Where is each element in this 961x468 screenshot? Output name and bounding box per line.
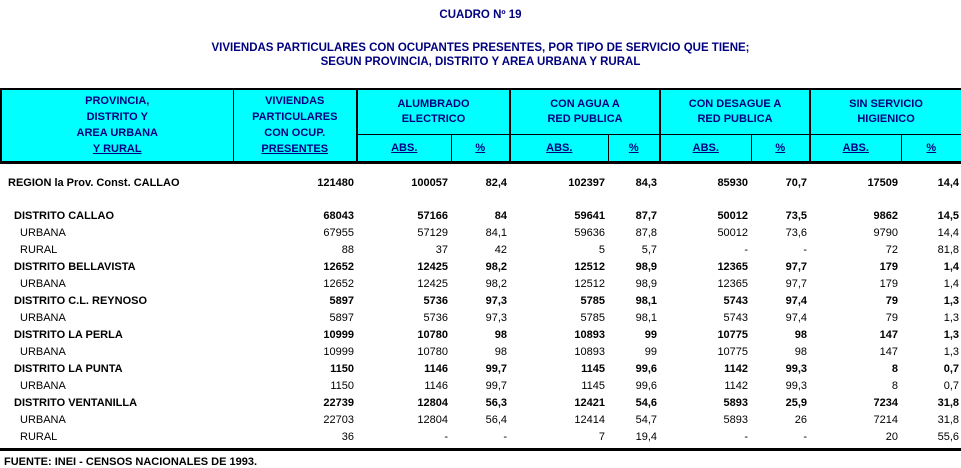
cell-value: 5785 bbox=[580, 311, 606, 324]
cell-value: 5743 bbox=[723, 311, 749, 324]
cell-value: 1146 bbox=[424, 379, 448, 392]
row-label: RURAL bbox=[20, 243, 58, 256]
cell-value: 1145 bbox=[581, 362, 606, 375]
cell-value: 84,3 bbox=[635, 176, 658, 189]
table-row bbox=[1, 428, 961, 445]
header-provincia-line: AREA URBANA bbox=[76, 127, 158, 140]
cell-value: 55,6 bbox=[937, 430, 960, 443]
row-label: URBANA bbox=[20, 311, 66, 324]
header-viviendas-line: PARTICULARES bbox=[252, 111, 338, 124]
pct-label: % bbox=[475, 141, 486, 154]
cell-value: 79 bbox=[885, 294, 899, 307]
abs-label: ABS. bbox=[391, 141, 418, 154]
header-group-agua bbox=[510, 89, 660, 134]
cell-value: 57166 bbox=[417, 209, 448, 222]
cell-value: 99,7 bbox=[485, 379, 508, 392]
header-group-line: RED PUBLICA bbox=[697, 112, 773, 125]
cell-value: 10780 bbox=[417, 328, 448, 341]
source-note: FUENTE: INEI - CENSOS NACIONALES DE 1993. bbox=[4, 456, 258, 468]
cell-value: 72 bbox=[885, 243, 899, 256]
cell-value: 7214 bbox=[873, 413, 899, 426]
cell-value: 97,4 bbox=[785, 311, 808, 324]
cell-value: 98 bbox=[494, 345, 508, 358]
cell-value: 1,3 bbox=[943, 294, 960, 307]
table-row bbox=[1, 224, 961, 241]
cell-value: 99,6 bbox=[635, 379, 658, 392]
cell-value: 1,3 bbox=[943, 345, 960, 358]
cell-value: 5893 bbox=[723, 413, 749, 426]
row-label: DISTRITO CALLAO bbox=[14, 209, 115, 222]
cell-value: 97,3 bbox=[485, 294, 508, 307]
cell-value: 5897 bbox=[329, 294, 354, 307]
cell-value: 9790 bbox=[873, 226, 899, 239]
row-label: URBANA bbox=[20, 277, 66, 290]
cell-value: 10780 bbox=[417, 345, 448, 358]
cell-value: 10775 bbox=[717, 345, 749, 358]
cell-value: 97,4 bbox=[785, 294, 808, 307]
cell-value: 99,7 bbox=[485, 362, 508, 375]
cell-value: 42 bbox=[494, 243, 508, 256]
table-row bbox=[1, 377, 961, 394]
cell-value: 5743 bbox=[723, 294, 749, 307]
table-body bbox=[1, 162, 961, 445]
cell-value: 5897 bbox=[329, 311, 354, 324]
cell-value: 50012 bbox=[717, 226, 749, 239]
cell-value: 84 bbox=[494, 209, 508, 222]
header-viviendas-line: PRESENTES bbox=[261, 143, 329, 156]
row-label: URBANA bbox=[20, 226, 66, 239]
header-provincia-line: Y RURAL bbox=[92, 143, 142, 156]
cell-value: 5736 bbox=[423, 311, 448, 324]
cell-value: 98,2 bbox=[485, 277, 508, 290]
cell-value: 20 bbox=[885, 430, 899, 443]
row-label: DISTRITO BELLAVISTA bbox=[14, 260, 136, 273]
cell-value: 12804 bbox=[417, 396, 448, 409]
cell-value: 12512 bbox=[574, 260, 606, 273]
cell-value: 14,4 bbox=[937, 226, 960, 239]
header-viviendas bbox=[233, 89, 357, 162]
table-row bbox=[1, 309, 961, 326]
cell-value: 97,3 bbox=[485, 311, 508, 324]
header-group-line: CON AGUA A bbox=[550, 97, 620, 110]
cell-value: 5785 bbox=[580, 294, 606, 307]
lead-spacer-row bbox=[1, 162, 961, 174]
row-label: DISTRITO LA PUNTA bbox=[14, 362, 123, 375]
cell-value: 12512 bbox=[574, 277, 606, 290]
cell-value: 97,7 bbox=[785, 277, 808, 290]
cell-value: - bbox=[444, 430, 448, 443]
pct-label: % bbox=[628, 141, 639, 154]
cell-value: 25,9 bbox=[785, 396, 808, 409]
table-row bbox=[1, 258, 961, 275]
cell-value: 17509 bbox=[867, 176, 899, 189]
cell-value: 99,6 bbox=[635, 362, 658, 375]
header-group-line: CON DESAGUE A bbox=[688, 97, 782, 110]
cell-value: 98,9 bbox=[635, 260, 658, 273]
cell-value: 50012 bbox=[717, 209, 749, 222]
pct-label: % bbox=[775, 141, 786, 154]
header-pct-3 bbox=[751, 134, 810, 162]
cell-value: 81,8 bbox=[937, 243, 960, 256]
cell-value: 10893 bbox=[574, 328, 606, 341]
cell-value: 14,5 bbox=[937, 209, 960, 222]
header-viviendas-line: VIVIENDAS bbox=[265, 95, 325, 108]
row-label: URBANA bbox=[20, 345, 66, 358]
cell-value: 99,3 bbox=[785, 362, 808, 375]
cell-value: 147 bbox=[879, 328, 899, 341]
table-header bbox=[1, 89, 961, 162]
table-row bbox=[1, 207, 961, 224]
cell-value: 14,4 bbox=[937, 176, 960, 189]
header-group-line: ALUMBRADO bbox=[397, 97, 470, 110]
header-viviendas-line: CON OCUP. bbox=[264, 127, 326, 140]
cell-value: 54,7 bbox=[635, 413, 658, 426]
cell-value: 85930 bbox=[717, 176, 749, 189]
cell-value: 1145 bbox=[581, 379, 606, 392]
table-row bbox=[1, 326, 961, 343]
table-row bbox=[1, 275, 961, 292]
cell-value: 12425 bbox=[417, 277, 448, 290]
cell-value: 22739 bbox=[323, 396, 354, 409]
cell-value: 73,5 bbox=[785, 209, 808, 222]
page-title: CUADRO Nº 19 bbox=[439, 9, 522, 21]
cell-value: 1,3 bbox=[943, 311, 960, 324]
page-subtitle-line1: VIVIENDAS PARTICULARES CON OCUPANTES PRESENTES, POR TIPO DE SERVICIO QUE TIENE; bbox=[211, 42, 750, 54]
cell-value: 1,4 bbox=[943, 277, 960, 290]
cell-value: 12652 bbox=[323, 277, 354, 290]
cell-value: 98,1 bbox=[635, 311, 658, 324]
header-pct-1 bbox=[451, 134, 510, 162]
cell-value: 98 bbox=[794, 345, 808, 358]
cell-value: 56,3 bbox=[485, 396, 508, 409]
spacer-row bbox=[1, 191, 961, 207]
cell-value: 12421 bbox=[574, 396, 606, 409]
cell-value: 99 bbox=[644, 345, 658, 358]
cell-value: 57129 bbox=[417, 226, 448, 239]
header-abs-1 bbox=[357, 134, 451, 162]
cell-value: 0,7 bbox=[943, 379, 960, 392]
table-row bbox=[1, 394, 961, 411]
cell-value: 98,1 bbox=[635, 294, 658, 307]
cell-value: 22703 bbox=[323, 413, 354, 426]
cell-value: - bbox=[803, 430, 808, 443]
cell-value: 19,4 bbox=[635, 430, 658, 443]
cell-value: 12365 bbox=[717, 277, 749, 290]
cell-value: 31,8 bbox=[937, 396, 960, 409]
cell-value: 5,7 bbox=[641, 243, 658, 256]
table-row bbox=[1, 343, 961, 360]
cell-value: 59636 bbox=[574, 226, 606, 239]
cell-value: 67955 bbox=[323, 226, 354, 239]
cell-value: - bbox=[503, 430, 508, 443]
cell-value: 98,9 bbox=[635, 277, 658, 290]
cell-value: 98 bbox=[494, 328, 508, 341]
cell-value: 99,3 bbox=[785, 379, 808, 392]
cell-value: 1146 bbox=[424, 362, 448, 375]
cell-value: 31,8 bbox=[937, 413, 960, 426]
cell-value: 179 bbox=[879, 277, 899, 290]
cell-value: 87,7 bbox=[635, 209, 658, 222]
header-group-sin-servicio bbox=[810, 89, 961, 134]
header-group-line: ELECTRICO bbox=[401, 112, 466, 125]
cell-value: 82,4 bbox=[485, 176, 508, 189]
row-label: DISTRITO C.L. REYNOSO bbox=[14, 294, 148, 307]
cell-value: 9862 bbox=[873, 209, 899, 222]
cell-value: 84,1 bbox=[485, 226, 508, 239]
header-group-line: RED PUBLICA bbox=[547, 112, 623, 125]
header-group-line: SIN SERVICIO bbox=[849, 97, 923, 110]
cell-value: - bbox=[803, 243, 808, 256]
table-row bbox=[1, 360, 961, 377]
cell-value: 10999 bbox=[323, 345, 354, 358]
cell-value: - bbox=[744, 430, 749, 443]
cell-value: 54,6 bbox=[635, 396, 658, 409]
cell-value: 1142 bbox=[724, 379, 749, 392]
row-label: DISTRITO LA PERLA bbox=[14, 328, 123, 341]
cell-value: 10893 bbox=[574, 345, 606, 358]
cell-value: 36 bbox=[341, 430, 354, 443]
cell-value: 73,6 bbox=[785, 226, 808, 239]
header-abs-2 bbox=[510, 134, 608, 162]
cell-value: 56,4 bbox=[485, 413, 508, 426]
cell-value: 7 bbox=[598, 430, 606, 443]
row-label: REGION la Prov. Const. CALLAO bbox=[8, 176, 180, 189]
cell-value: 5893 bbox=[723, 396, 749, 409]
row-label: URBANA bbox=[20, 413, 66, 426]
header-abs-3 bbox=[660, 134, 751, 162]
cell-value: 59641 bbox=[574, 209, 606, 222]
cell-value: 12414 bbox=[574, 413, 606, 426]
header-provincia-line: DISTRITO Y bbox=[86, 111, 148, 124]
cell-value: 10999 bbox=[323, 328, 354, 341]
data-table bbox=[0, 88, 961, 445]
table-row bbox=[1, 411, 961, 428]
pct-label: % bbox=[926, 141, 937, 154]
cell-value: 102397 bbox=[568, 176, 606, 189]
cell-value: 1142 bbox=[724, 362, 749, 375]
abs-label: ABS. bbox=[546, 141, 573, 154]
table-row bbox=[1, 174, 961, 191]
cell-value: 0,7 bbox=[943, 362, 960, 375]
cell-value: 98 bbox=[794, 328, 808, 341]
header-group-line: HIGIENICO bbox=[857, 112, 915, 125]
header-group-desague bbox=[660, 89, 810, 134]
cell-value: 12365 bbox=[717, 260, 749, 273]
cell-value: 121480 bbox=[317, 176, 354, 189]
cell-value: 1,4 bbox=[943, 260, 960, 273]
header-provincia-line: PROVINCIA, bbox=[85, 95, 150, 108]
cell-value: 70,7 bbox=[785, 176, 808, 189]
cell-value: 1150 bbox=[330, 362, 354, 375]
cell-value: 12804 bbox=[417, 413, 448, 426]
header-pct-4 bbox=[901, 134, 961, 162]
cell-value: 98,2 bbox=[485, 260, 508, 273]
cell-value: 97,7 bbox=[785, 260, 808, 273]
header-pct-2 bbox=[608, 134, 660, 162]
header-provincia bbox=[1, 89, 233, 162]
cell-value: - bbox=[744, 243, 749, 256]
cell-value: 100057 bbox=[411, 176, 448, 189]
cell-value: 1150 bbox=[330, 379, 354, 392]
cell-value: 7234 bbox=[873, 396, 899, 409]
abs-label: ABS. bbox=[692, 141, 719, 154]
cell-value: 12652 bbox=[323, 260, 354, 273]
header-group-alumbrado bbox=[357, 89, 510, 134]
cell-value: 68043 bbox=[323, 209, 354, 222]
cell-value: 88 bbox=[341, 243, 354, 256]
header-abs-4 bbox=[810, 134, 901, 162]
cell-value: 147 bbox=[879, 345, 899, 358]
table-row bbox=[1, 292, 961, 309]
row-label: URBANA bbox=[20, 379, 66, 392]
page-subtitle-line2: SEGUN PROVINCIA, DISTRITO Y AREA URBANA Y RURAL bbox=[320, 56, 641, 68]
cell-value: 10775 bbox=[717, 328, 749, 341]
row-label: RURAL bbox=[20, 430, 58, 443]
cell-value: 87,8 bbox=[635, 226, 658, 239]
abs-label: ABS. bbox=[842, 141, 869, 154]
cell-value: 99 bbox=[644, 328, 658, 341]
table-row bbox=[1, 241, 961, 258]
cell-value: 5 bbox=[598, 243, 606, 256]
row-label: DISTRITO VENTANILLA bbox=[14, 396, 138, 409]
cell-value: 26 bbox=[794, 413, 808, 426]
cell-value: 12425 bbox=[417, 260, 448, 273]
cell-value: 8 bbox=[891, 362, 899, 375]
cell-value: 79 bbox=[885, 311, 899, 324]
cell-value: 5736 bbox=[423, 294, 448, 307]
cell-value: 1,3 bbox=[943, 328, 960, 341]
cell-value: 179 bbox=[879, 260, 899, 273]
cell-value: 8 bbox=[891, 379, 899, 392]
cell-value: 37 bbox=[435, 243, 448, 256]
